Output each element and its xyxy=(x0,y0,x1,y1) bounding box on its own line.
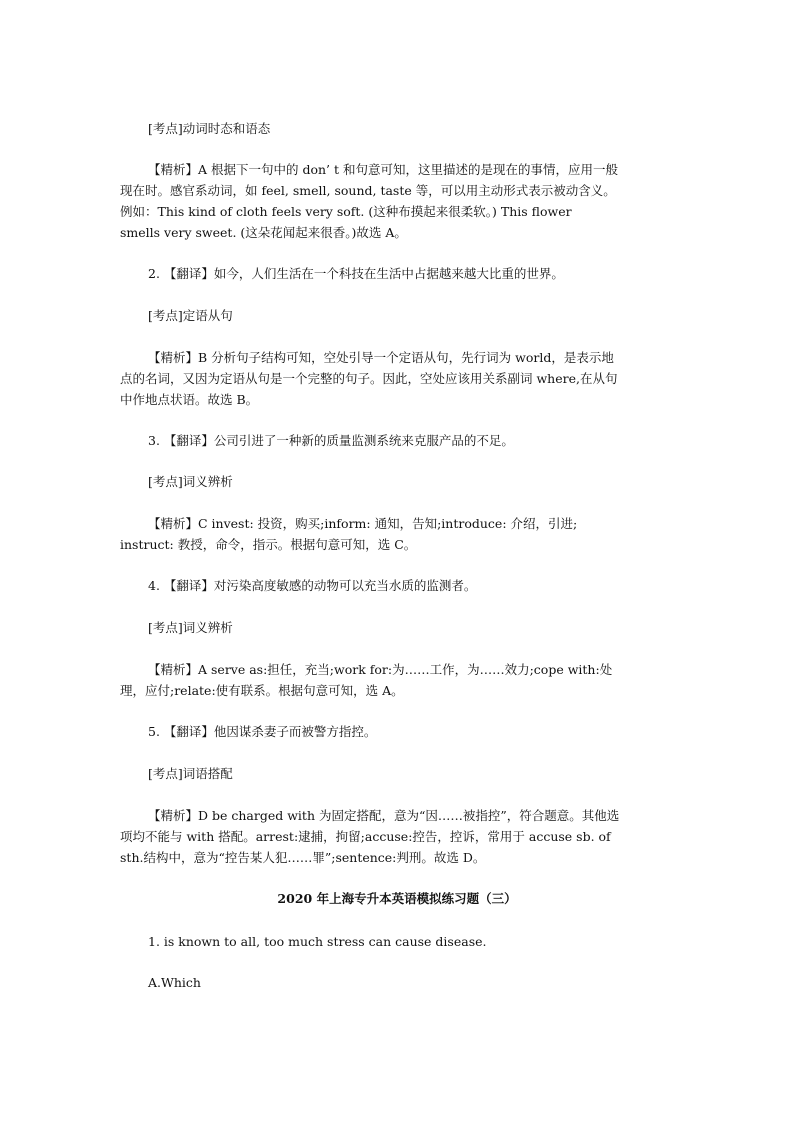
jingxi-1-line: 现在时。感官系动词，如 feel, smell, sound, taste 等，可以用主动形式表示被动含义。 xyxy=(120,183,616,198)
jingxi-2-line: 【精析】B 分析句子结构可知，空处引导一个定语从句，先行词为 world，是表示地 xyxy=(148,350,614,365)
jingxi-2-line: 点的名词，又因为定语从句是一个完整的句子。因此，空处应该用关系副词 where,在从句 xyxy=(120,371,618,386)
fanyi-5: 5. 【翻译】他因谋杀妻子而被警方指控。 xyxy=(148,724,377,739)
fanyi-2: 2. 【翻译】如今，人们生活在一个科技在生活中占据越来越大比重的世界。 xyxy=(148,266,564,281)
option-a: A.Which xyxy=(148,975,201,990)
jingxi-5-line: sth.结构中，意为“控告某人犯……罪”;sentence:判刑。故选 D。 xyxy=(120,850,486,865)
question-1: 1. is known to all, too much stress can cause disease. xyxy=(148,934,487,949)
jingxi-5-line: 项均不能与 with 搭配。arrest:逮捕，拘留;accuse:控告，控诉，常用于 accuse sb. of xyxy=(120,829,611,844)
kaodian-1: [考点]动词时态和语态 xyxy=(148,121,271,136)
fanyi-3: 3. 【翻译】公司引进了一种新的质量监测系统来克服产品的不足。 xyxy=(148,433,514,448)
jingxi-3-line: 【精析】C invest: 投资，购买;inform: 通知，告知;introduce: 介绍，引进; xyxy=(148,516,578,531)
kaodian-3: [考点]词义辨析 xyxy=(148,474,233,489)
jingxi-4-line: 【精析】A serve as:担任，充当;work for:为……工作，为……效力;cope with:处 xyxy=(148,662,613,677)
jingxi-1-line: smells very sweet. (这朵花闻起来很香。)故选 A。 xyxy=(120,225,407,240)
fanyi-4: 4. 【翻译】对污染高度敏感的动物可以充当水质的监测者。 xyxy=(148,578,477,593)
kaodian-2: [考点]定语从句 xyxy=(148,308,233,323)
jingxi-4 xyxy=(120,659,676,701)
jingxi-2 xyxy=(120,347,676,410)
jingxi-1-line: 【精析】A 根据下一句中的 don’ t 和句意可知，这里描述的是现在的事情，应用一般 xyxy=(148,162,618,177)
kaodian-5: [考点]词语搭配 xyxy=(148,766,233,781)
jingxi-3-line: instruct: 教授，命令，指示。根据句意可知，选 C。 xyxy=(120,537,417,552)
jingxi-1 xyxy=(120,159,676,243)
kaodian-4: [考点]词义辨析 xyxy=(148,620,233,635)
jingxi-2-line: 中作地点状语。故选 B。 xyxy=(120,392,259,407)
jingxi-1-line: 例如：This kind of cloth feels very soft. (这种布摸起来很柔软。) This flower xyxy=(120,204,572,219)
section-title: 2020 年上海专升本英语模拟练习题（三） xyxy=(277,891,517,906)
jingxi-5 xyxy=(120,805,676,868)
jingxi-5-line: 【精析】D be charged with 为固定搭配，意为“因……被指控”，符合题意。其他选 xyxy=(148,808,620,823)
jingxi-4-line: 理，应付;relate:使有联系。根据句意可知，选 A。 xyxy=(120,683,404,698)
jingxi-3 xyxy=(120,513,676,555)
